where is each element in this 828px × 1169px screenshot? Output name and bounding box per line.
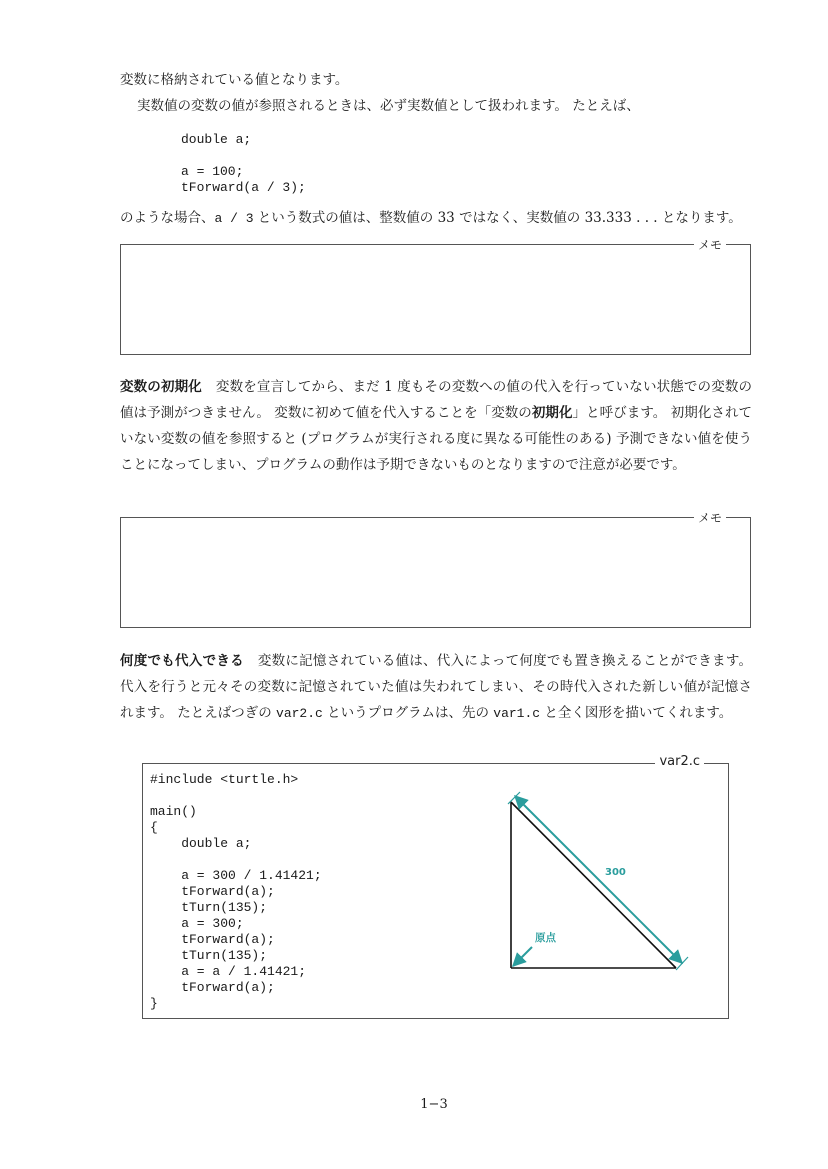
- code-line: {: [150, 820, 158, 835]
- code-line: double a;: [150, 836, 252, 851]
- program-box-label: var2.c: [655, 754, 704, 769]
- memo-label: メモ: [694, 236, 726, 253]
- example-explanation: [120, 205, 742, 232]
- code-line: tTurn(135);: [150, 948, 268, 963]
- code-line: tForward(a);: [150, 980, 275, 995]
- page-number: 1−3: [420, 1097, 448, 1112]
- explanation-pre: のような場合、: [120, 210, 215, 226]
- init-body-bold: 初期化: [531, 405, 573, 421]
- reassign-body-1: 変数に記憶されている値は、代入によって何度でも置き換えることができます。 代入を行うと元々その変数に記憶されていた値は失われてしまい、その時代入された新しい値が記憶されます。 たとえばつぎの: [120, 653, 753, 721]
- memo-box[interactable]: [120, 238, 751, 355]
- code-line: tForward(a);: [150, 932, 275, 947]
- code-line: a = 300;: [150, 916, 244, 931]
- reassign-heading: 何度でも代入できる: [120, 653, 244, 669]
- code-line: double a;: [181, 132, 252, 147]
- reassign-body-3: と全く図形を描いてくれます。: [540, 705, 733, 721]
- intro-line-1: 変数に格納されている値となります。: [120, 72, 349, 88]
- init-body-1: 変数を宣言してから、まだ 1 度もその変数への値の代入を行っていない状態での変数の値は予測がつきません。 変数に初めて値を代入することを「変数の: [120, 379, 753, 421]
- origin-label: 原点: [535, 932, 556, 944]
- code-line: a = 100;: [181, 164, 244, 179]
- code-line: a = a / 1.41421;: [150, 964, 307, 979]
- length-label: 300: [605, 867, 626, 878]
- memo-box[interactable]: [120, 511, 751, 628]
- explanation-expr: a / 3: [214, 211, 254, 226]
- origin-arrow: [513, 947, 532, 966]
- code-line: main(): [150, 804, 197, 819]
- example-code-block: [181, 132, 481, 202]
- reassign-body-2: というプログラムは、先の: [322, 705, 494, 721]
- code-line: tTurn(135);: [150, 900, 268, 915]
- code-line: #include <turtle.h>: [150, 772, 299, 787]
- code-line: tForward(a / 3);: [181, 180, 306, 195]
- init-heading: 変数の初期化: [120, 379, 202, 395]
- file-name-var2: var2.c: [276, 706, 323, 721]
- program-code: [150, 772, 480, 1012]
- program-box: [142, 754, 729, 1019]
- file-name-var1: var1.c: [493, 706, 541, 721]
- intro-line-2: 実数値の変数の値が参照されるときは、必ず実数値として扱われます。 たとえば、: [137, 98, 640, 114]
- triangle-figure: [498, 786, 698, 976]
- init-paragraph: [120, 374, 752, 478]
- code-line: }: [150, 996, 158, 1011]
- reassign-paragraph: [120, 648, 752, 727]
- code-line: tForward(a);: [150, 884, 275, 899]
- init-body-2: 」と呼びます。 初期化されていない変数の値を参照すると (プログラムが実行される度に異なる可能性のある) 予測できない値を使うことになってしまい、プログラムの動作は予期できないものとなりますので注意が必要です。: [120, 405, 752, 473]
- code-line: a = 300 / 1.41421;: [150, 868, 322, 883]
- explanation-post: という数式の値は、整数値の 33 ではなく、実数値の 33.333 . . . となります。: [253, 210, 742, 226]
- memo-label: メモ: [694, 509, 726, 526]
